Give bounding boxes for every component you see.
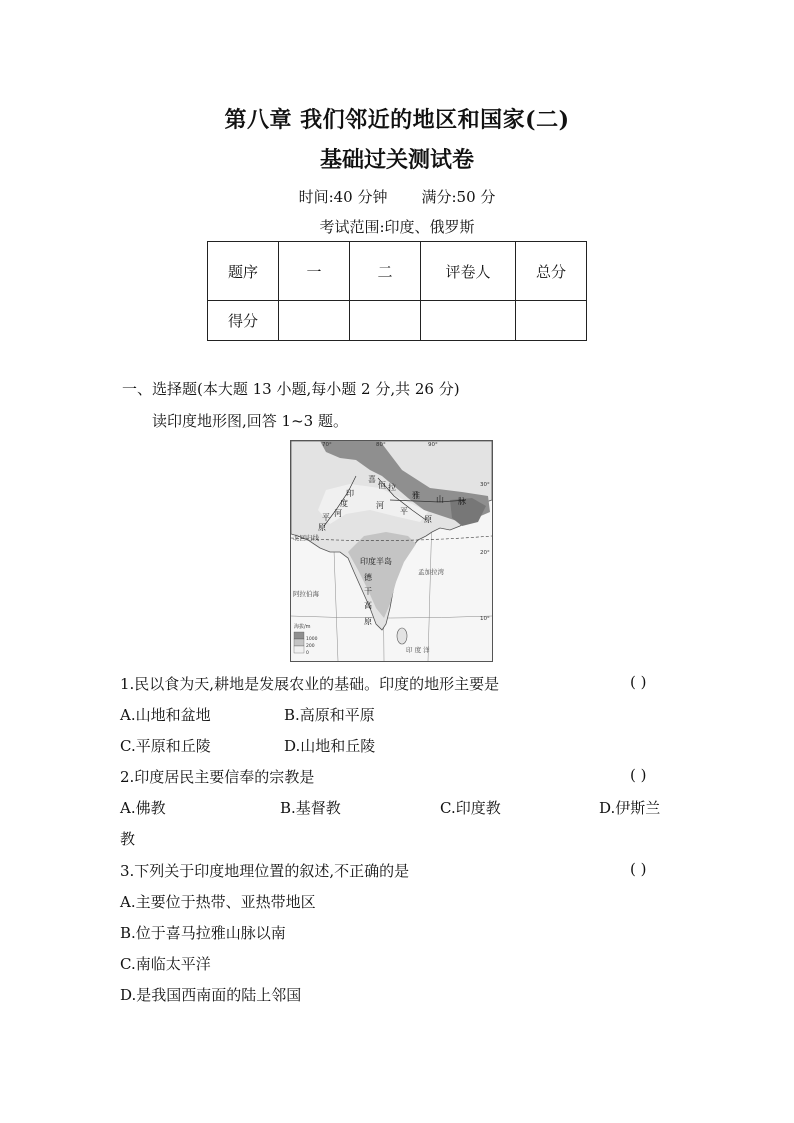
option: D.是我国西南面的陆上邻国	[120, 986, 302, 1004]
exam-subtitle: 基础过关测试卷	[319, 147, 474, 173]
map-label: 干	[364, 587, 372, 596]
score-header-cell: 一	[279, 242, 350, 301]
bay-of-bengal-label: 孟加拉湾	[418, 568, 444, 576]
map-label: 印度半岛	[360, 557, 392, 566]
option: C.平原和丘陵	[120, 737, 211, 755]
legend-swatch-low	[294, 646, 304, 653]
option: B.高原和平原	[284, 706, 375, 724]
option: B.位于喜马拉雅山脉以南	[120, 924, 286, 942]
india-topographic-map	[290, 440, 493, 662]
option-wrap: 教	[120, 830, 136, 848]
exam-time-score	[0, 186, 794, 207]
question-stem: 2.印度居民主要信奉的宗教是	[120, 768, 315, 786]
map-label: 拉	[388, 483, 396, 492]
tropic-label: 北回归线	[293, 534, 319, 542]
legend-value: 200	[306, 644, 315, 649]
option: C.南临太平洋	[120, 955, 211, 973]
sri-lanka-island	[397, 628, 407, 644]
map-label: 印	[346, 489, 354, 498]
lat-label: 30°	[480, 482, 490, 488]
map-label: 河	[376, 501, 384, 510]
score-cell	[350, 301, 421, 341]
map-label: 原	[364, 617, 372, 626]
lon-label: 90°	[428, 442, 438, 448]
exam-full-score: 满分:50 分	[421, 188, 496, 206]
map-label: 河	[334, 509, 342, 518]
score-header-cell: 题序	[208, 242, 279, 301]
map-label: 恒	[378, 481, 386, 490]
answer-blank: ( )	[630, 860, 647, 878]
exam-time: 时间:40 分钟	[298, 188, 388, 206]
legend-title: 海拔/m	[294, 624, 311, 630]
exam-scope: 考试范围:印度、俄罗斯	[319, 218, 475, 236]
map-label: 高	[364, 601, 372, 610]
score-header-cell: 评卷人	[421, 242, 516, 301]
lon-label: 70°	[322, 442, 332, 448]
score-table-header-row	[208, 242, 587, 301]
arabian-sea-label: 阿拉伯海	[293, 590, 319, 598]
exam-title: 第八章 我们邻近的地区和国家(二)	[224, 107, 570, 133]
map-label: 度	[340, 499, 348, 508]
map-intro: 读印度地形图,回答 1~3 题。	[152, 412, 348, 430]
lat-label: 10°	[480, 616, 490, 622]
legend-swatch-high	[294, 632, 304, 639]
section-heading: 一、选择题(本大题 13 小题,每小题 2 分,共 26 分)	[122, 380, 460, 398]
legend-value: 0	[306, 651, 309, 656]
score-header-cell: 二	[350, 242, 421, 301]
map-label: 脉	[458, 497, 466, 506]
map-label: 德	[364, 573, 372, 582]
question-stem: 3.下列关于印度地理位置的叙述,不正确的是	[120, 862, 410, 880]
map-label: 平	[322, 513, 330, 522]
score-table	[207, 241, 587, 341]
option: A.山地和盆地	[120, 706, 211, 724]
score-cell	[421, 301, 516, 341]
legend-swatch-mid	[294, 639, 304, 646]
question-stem: 1.民以食为天,耕地是发展农业的基础。印度的地形主要是	[120, 675, 500, 693]
legend-value: 1000	[306, 637, 318, 642]
map-label: 原	[424, 515, 432, 524]
option: D.伊斯兰	[599, 799, 661, 817]
map-label: 平	[400, 507, 408, 516]
lat-label: 20°	[480, 550, 490, 556]
score-cell	[279, 301, 350, 341]
lon-label: 80°	[376, 442, 386, 448]
option: A.佛教	[120, 799, 166, 817]
option: D.山地和丘陵	[284, 737, 376, 755]
answer-blank: ( )	[630, 766, 647, 784]
score-table-score-row	[208, 301, 587, 341]
option: C.印度教	[440, 799, 501, 817]
map-label: 雅	[412, 491, 420, 500]
map-label: 原	[318, 523, 326, 532]
option: A.主要位于热带、亚热带地区	[120, 893, 316, 911]
answer-blank: ( )	[630, 673, 647, 691]
indian-ocean-label: 印 度 洋	[406, 646, 430, 654]
score-cell	[516, 301, 587, 341]
option: B.基督教	[280, 799, 341, 817]
score-header-cell: 总分	[516, 242, 587, 301]
map-label: 山	[436, 495, 444, 504]
map-label: 喜	[368, 475, 376, 484]
score-row-label: 得分	[208, 301, 279, 341]
